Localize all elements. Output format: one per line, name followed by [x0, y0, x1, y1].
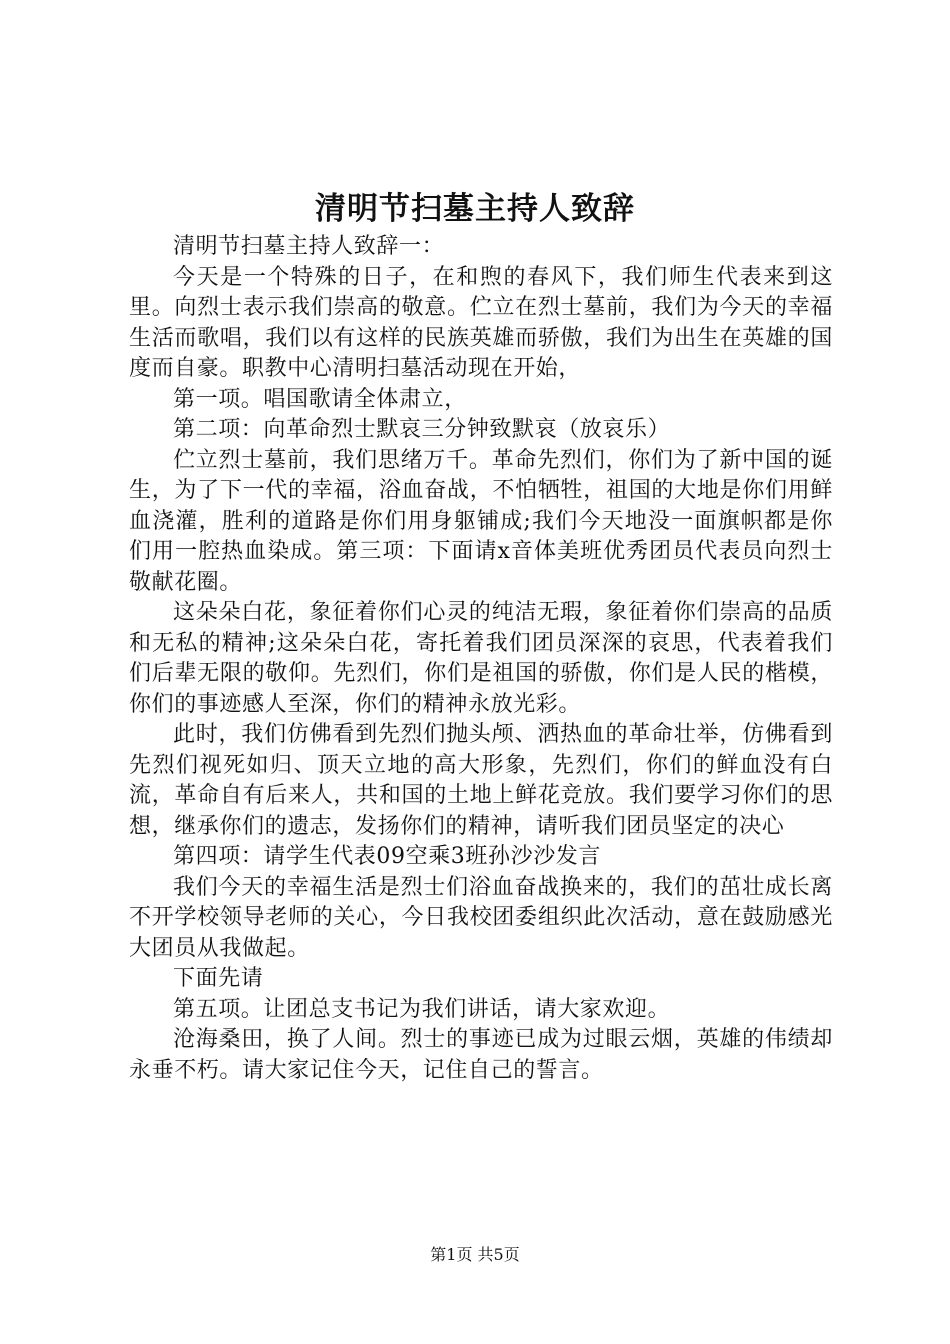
paragraph: 清明节扫墓主持人致辞一：	[173, 234, 445, 259]
paragraph: 下面先请	[173, 966, 264, 991]
paragraph: 今天是一个特殊的日子，在和煦的春风下，我们师生代表来到这里。向烈士表示我们崇高的敬意。伫立在烈士墓前，我们为今天的幸福生活而歌唱，我们以有这样的民族英雄而骄傲，我们为出生在英雄的国度而自豪。职教中心清明扫墓活动现在开始，	[129, 264, 833, 381]
paragraph: 第五项。让团总支书记为我们讲话，请大家欢迎。	[173, 996, 671, 1022]
paragraph: 这朵朵白花，象征着你们心灵的纯洁无瑕，象征着你们崇高的品质和无私的精神;这朵朵白花，寄托着我们团员深深的哀思，代表着我们们后辈无限的敬仰。先烈们，你们是祖国的骄傲，你们是人民的楷模，你们的事迹感人至深，你们的精神永放光彩。	[129, 600, 833, 717]
paragraph: 我们今天的幸福生活是烈士们浴血奋战换来的，我们的茁壮成长离不开学校领导老师的关心，今日我校团委组织此次活动，意在鼓励感光大团员从我做起。	[129, 874, 833, 961]
paragraph: 伫立烈士墓前，我们思绪万千。革命先烈们，你们为了新中国的诞生，为了下一代的幸福，浴血奋战，不怕牺牲，祖国的大地是你们用鲜血浇灌，胜利的道路是你们用身躯铺成;我们今天地没一面旗帜都是你们用一腔热血染成。第三项：下面请x音体美班优秀团员代表员向烈士敬献花圈。	[129, 447, 833, 595]
document-body	[129, 232, 833, 1086]
paragraph: 第二项：向革命烈士默哀三分钟致默哀（放哀乐）	[173, 417, 671, 442]
paragraph: 沧海桑田，换了人间。烈士的事迹已成为过眼云烟，英雄的伟绩却永垂不朽。请大家记住今天，记住自己的誓言。	[129, 1027, 833, 1083]
paragraph: 第四项：请学生代表09空乘3班孙沙沙发言	[173, 844, 601, 869]
paragraph: 第一项。唱国歌请全体肃立，	[173, 386, 467, 412]
page-number-footer: 第1页 共5页	[430, 1245, 520, 1264]
paragraph: 此时，我们仿佛看到先烈们抛头颅、洒热血的革命壮举，仿佛看到先烈们视死如归、顶天立地的高大形象，先烈们，你们的鲜血没有白流，革命自有后来人，共和国的土地上鲜花竞放。我们要学习你们的思想，继承你们的遗志，发扬你们的精神，请听我们团员坚定的决心	[129, 722, 833, 839]
document-title: 清明节扫墓主持人致辞	[315, 191, 635, 227]
